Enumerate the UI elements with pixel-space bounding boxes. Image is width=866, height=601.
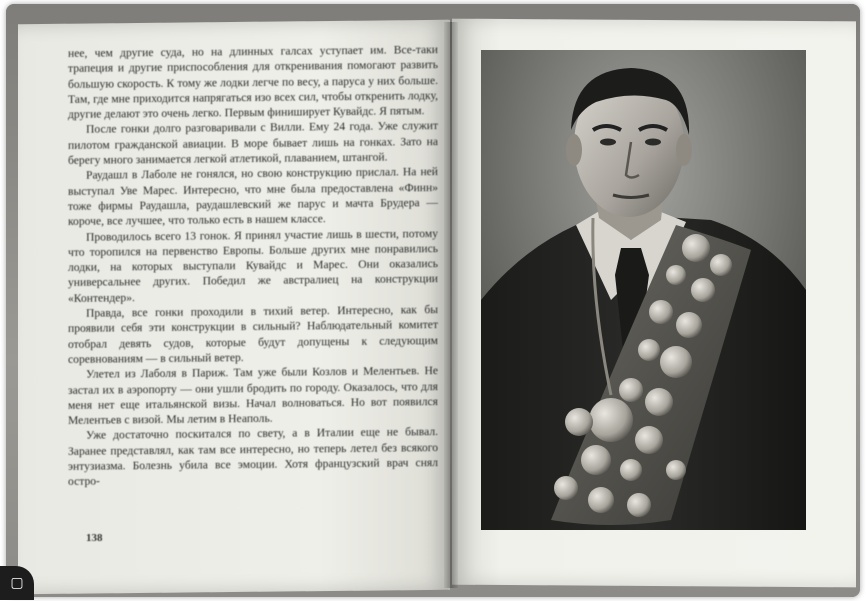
paragraph: нее, чем другие суда, но на длинных галсах уступает им. Все-таки трапеция и другие приспособления для откренивания помогают развить большую скорость. К тому же лодки легче по весу, а паруса у них больше. Там, где мне приходится напрягаться изо всех сил, чтобы откренить лодку, другие делают это очень легко. Первым финиширует Кувайдс. Я пятым. — [68, 43, 438, 122]
portrait-photo — [481, 50, 806, 530]
book-gutter — [444, 22, 458, 588]
paragraph: Проводилось всего 13 гонок. Я принял участие лишь в шести, потому что торопился на первенство Европы. Больше других мне понравились лодки, на которых выступали Кувайдс и Марес. Они оказались универсальнее других. Победил же австралиец на конструкции «Контендер». — [68, 226, 438, 305]
portrait-illustration — [481, 50, 806, 530]
left-page-text — [68, 42, 438, 536]
paragraph: Улетел из Лаболя в Париж. Там уже были Козлов и Мелентьев. Не застал их в аэропорту — они ушли бродить по городу. Оказалось, что для меня нет еще итальянской визы. Начал волноваться. Но вот появился Мелентьев с визой. Мы летим в Неаполь. — [68, 364, 438, 428]
paragraph: Уже достаточно поскитался по свету, а в Италии еще не бывал. Заранее представлял, как там все интересно, но теперь летел без всякого энтузиазма. Болезнь убила все эмоции. Хотя французский врач снял остро- — [68, 425, 438, 489]
paragraph: После гонки долго разговаривали с Вилли. Ему 24 года. Уже служит пилотом гражданской авиации. В море бывает лишь на гонках. Зато на берегу много занимается легкой атлетикой, плаванием, штангой. — [68, 119, 438, 168]
paragraph: Раудашл в Лаболе не гонялся, но свою конструкцию прислал. На ней выступал Уве Марес. Интересно, что мне была предоставлена «Финн» тоже фирмы Раудашла, раудашлевский же парус и мачта Брудера — короче, все лучшее, что только есть в нашем классе. — [68, 165, 438, 229]
page-number: 138 — [86, 532, 103, 544]
paragraph: Правда, все гонки проходили в тихий ветер. Интересно, как бы проявили себя эти конструкции в сильный? Наблюдательный комитет отобрал девять судов, которые будут допущены к следующим соревнованиям — в сильный ветер. — [68, 303, 438, 366]
book-photo — [6, 4, 860, 597]
image-icon[interactable]: ▢ — [0, 566, 34, 600]
